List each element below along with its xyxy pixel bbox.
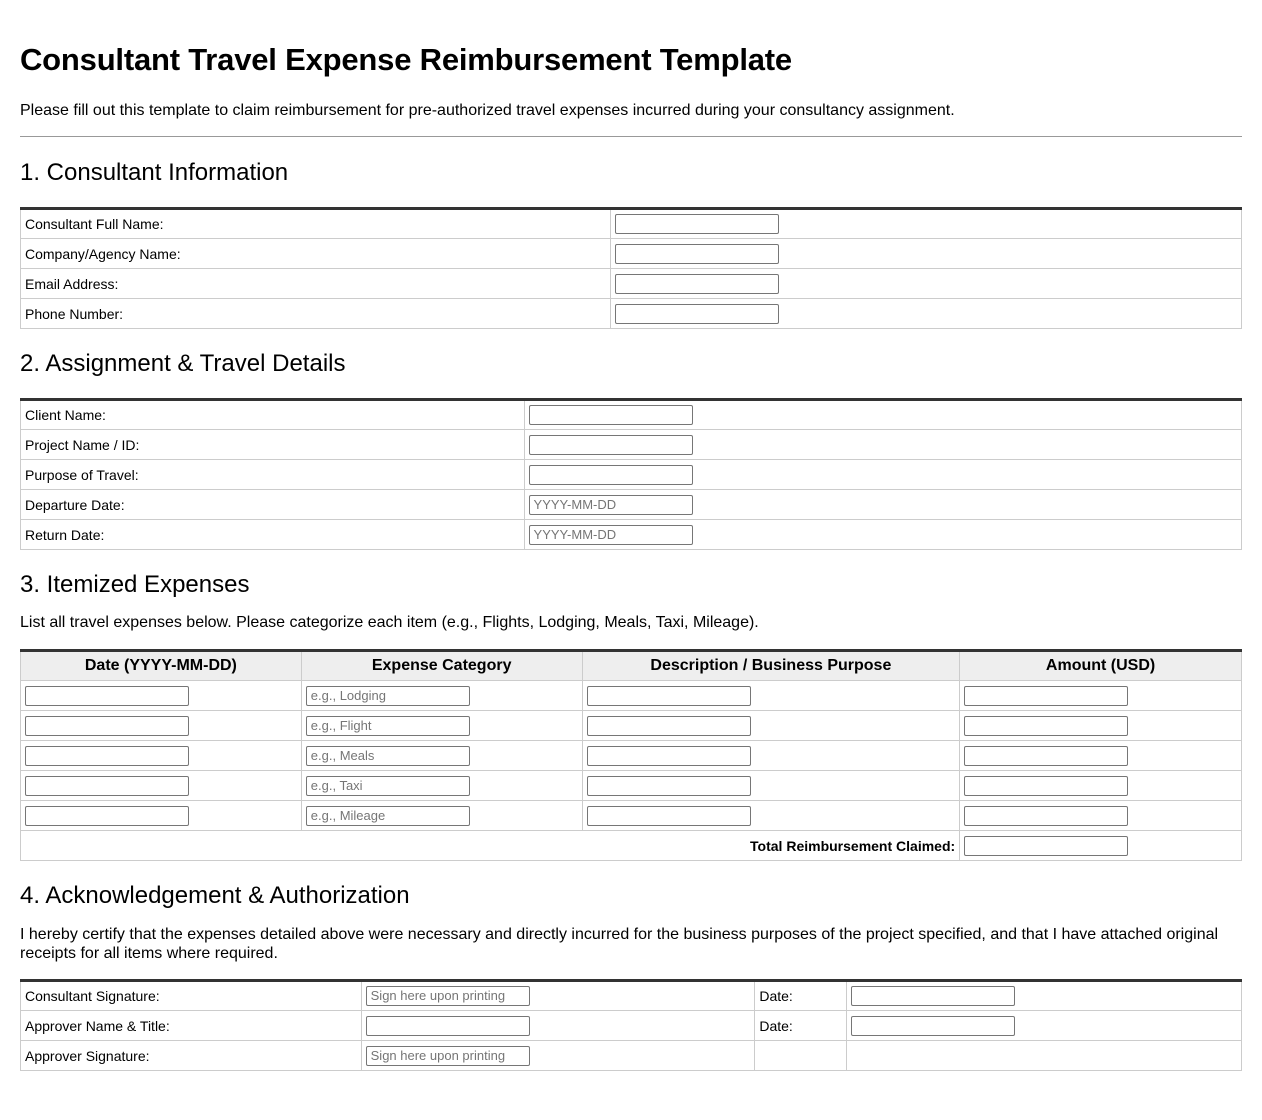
page-title: Consultant Travel Expense Reimbursement Template xyxy=(20,42,792,77)
column-header-amount: Amount (USD) xyxy=(960,651,1242,681)
expense-amount-input[interactable] xyxy=(964,776,1128,796)
field-label: Email Address: xyxy=(21,269,611,299)
field-label: Project Name / ID: xyxy=(21,430,525,460)
expense-date-input[interactable] xyxy=(25,686,189,706)
empty-cell xyxy=(755,1041,847,1071)
expense-date-input[interactable] xyxy=(25,716,189,736)
expense-amount-input[interactable] xyxy=(964,686,1128,706)
travel-details-table xyxy=(20,398,1242,550)
table-row xyxy=(21,299,1242,329)
expense-category-input[interactable]: e.g., Lodging xyxy=(306,686,470,706)
client-name-input[interactable] xyxy=(529,405,693,425)
field-label: Consultant Signature: xyxy=(21,981,362,1011)
table-row xyxy=(21,430,1242,460)
divider xyxy=(20,136,1242,137)
approver-date-input[interactable] xyxy=(851,1016,1015,1036)
approver-signature-input[interactable]: Sign here upon printing xyxy=(366,1046,530,1066)
certification-statement: I hereby certify that the expenses detailed above were necessary and directly incurred for the business purposes of the project specified, and that I have attached original receipts for all items where required. xyxy=(20,926,1219,962)
total-row xyxy=(21,831,1242,861)
expense-date-input[interactable] xyxy=(25,806,189,826)
expense-category-input[interactable]: e.g., Mileage xyxy=(306,806,470,826)
column-header-description: Description / Business Purpose xyxy=(582,651,960,681)
column-header-date: Date (YYYY-MM-DD) xyxy=(21,651,302,681)
approver-name-title-input[interactable] xyxy=(366,1016,530,1036)
consultant-signature-date-input[interactable] xyxy=(851,986,1015,1006)
table-row xyxy=(21,460,1242,490)
project-name-input[interactable] xyxy=(529,435,693,455)
expense-amount-input[interactable] xyxy=(964,806,1128,826)
expense-category-input[interactable]: e.g., Flight xyxy=(306,716,470,736)
table-row xyxy=(21,490,1242,520)
field-label: Phone Number: xyxy=(21,299,611,329)
consultant-info-table xyxy=(20,207,1242,329)
expense-description-input[interactable] xyxy=(587,746,751,766)
field-label: Approver Name & Title: xyxy=(21,1011,362,1041)
table-row xyxy=(21,239,1242,269)
expense-amount-input[interactable] xyxy=(964,746,1128,766)
table-row xyxy=(21,741,1242,771)
table-header-row xyxy=(21,651,1242,681)
empty-cell xyxy=(847,1041,1242,1071)
expense-description-input[interactable] xyxy=(587,776,751,796)
table-row xyxy=(21,801,1242,831)
field-label: Approver Signature: xyxy=(21,1041,362,1071)
expense-description-input[interactable] xyxy=(587,716,751,736)
expense-category-input[interactable]: e.g., Taxi xyxy=(306,776,470,796)
table-row xyxy=(21,681,1242,711)
total-label: Total Reimbursement Claimed: xyxy=(21,831,960,861)
column-header-category: Expense Category xyxy=(301,651,582,681)
date-label: Date: xyxy=(755,981,847,1011)
table-row xyxy=(21,1011,1242,1041)
field-label: Client Name: xyxy=(21,400,525,430)
date-label: Date: xyxy=(755,1011,847,1041)
authorization-table xyxy=(20,979,1242,1071)
section-4-heading: 4. Acknowledgement & Authorization xyxy=(20,882,410,909)
company-name-input[interactable] xyxy=(615,244,779,264)
expense-date-input[interactable] xyxy=(25,746,189,766)
field-label: Return Date: xyxy=(21,520,525,550)
expense-description-input[interactable] xyxy=(587,686,751,706)
departure-date-input[interactable]: YYYY-MM-DD xyxy=(529,495,693,515)
consultant-full-name-input[interactable] xyxy=(615,214,779,234)
expense-amount-input[interactable] xyxy=(964,716,1128,736)
table-row xyxy=(21,400,1242,430)
section-2-heading: 2. Assignment & Travel Details xyxy=(20,350,346,377)
table-row xyxy=(21,520,1242,550)
expense-date-input[interactable] xyxy=(25,776,189,796)
total-amount-input[interactable] xyxy=(964,836,1128,856)
email-address-input[interactable] xyxy=(615,274,779,294)
return-date-input[interactable]: YYYY-MM-DD xyxy=(529,525,693,545)
section-3-heading: 3. Itemized Expenses xyxy=(20,571,250,598)
expense-description-input[interactable] xyxy=(587,806,751,826)
field-label: Purpose of Travel: xyxy=(21,460,525,490)
field-label: Consultant Full Name: xyxy=(21,209,611,239)
intro-text: Please fill out this template to claim reimbursement for pre-authorized travel expenses incurred during your consultancy assignment. xyxy=(20,102,955,119)
table-row xyxy=(21,269,1242,299)
itemized-expenses-table xyxy=(20,649,1242,861)
phone-number-input[interactable] xyxy=(615,304,779,324)
consultant-signature-input[interactable]: Sign here upon printing xyxy=(366,986,530,1006)
table-row xyxy=(21,981,1242,1011)
table-row xyxy=(21,1041,1242,1071)
table-row xyxy=(21,209,1242,239)
expenses-note: List all travel expenses below. Please categorize each item (e.g., Flights, Lodging, Meals, Taxi, Mileage). xyxy=(20,614,759,631)
table-row xyxy=(21,771,1242,801)
section-1-heading: 1. Consultant Information xyxy=(20,159,289,186)
field-label: Company/Agency Name: xyxy=(21,239,611,269)
expense-category-input[interactable]: e.g., Meals xyxy=(306,746,470,766)
field-label: Departure Date: xyxy=(21,490,525,520)
table-row xyxy=(21,711,1242,741)
purpose-of-travel-input[interactable] xyxy=(529,465,693,485)
